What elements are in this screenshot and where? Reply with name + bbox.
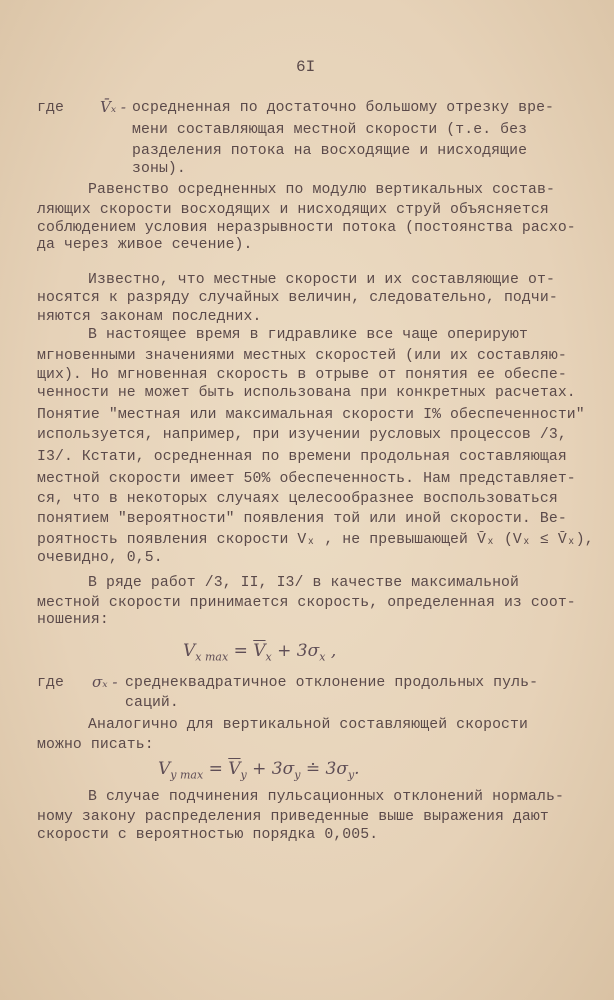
- formula-end: ,: [325, 641, 337, 661]
- formula-lhs: V: [183, 641, 196, 661]
- text-line: мгновенными значениями местных скоростей (или их составляю-: [37, 348, 567, 364]
- text-line: Равенство осредненных по модулю вертикальных состав-: [88, 182, 555, 198]
- text-line: очевидно, 0,5.: [37, 550, 163, 566]
- where-label: где: [37, 100, 64, 116]
- formula-lhs-sub: x max: [195, 650, 229, 664]
- text-line: мени составляющая местной скорости (т.е. без: [132, 122, 528, 138]
- text-line: В настоящее время в гидравлике все чаще оперируют: [88, 327, 528, 343]
- formula-sigma-sub: x: [319, 650, 326, 664]
- text-line: I3/. Кстати, осредненная по времени продольная составляющая: [37, 449, 567, 465]
- text-line: В ряде работ /3, II, I3/ в качестве максимальной: [88, 575, 520, 591]
- formula-approx: ≐ 3σ: [300, 759, 348, 779]
- text-line: няются законам последних.: [37, 309, 262, 325]
- formula-sigma-sub: y: [294, 768, 301, 782]
- formula-vx-max: [183, 640, 336, 668]
- text-line: саций.: [125, 695, 179, 711]
- formula-lhs-sub: y max: [170, 768, 204, 782]
- text-line: ся, что в некоторых случаях целесообразнее воспользоваться: [37, 491, 558, 507]
- text-line: осредненная по достаточно большому отрезку вре-: [132, 100, 555, 116]
- text-line: среднеквадратичное отклонение продольных пуль-: [125, 675, 539, 691]
- formula-sigma: + 3σ: [271, 641, 320, 661]
- text-line: носятся к разряду случайных величин, следовательно, подчи-: [37, 290, 558, 306]
- text-line: щих). Но мгновенная скорость в отрыве от понятия ее обеспе-: [37, 367, 567, 383]
- sigma-symbol: σₓ -: [92, 673, 118, 691]
- formula-lhs: V: [158, 759, 171, 779]
- formula-approx-sub: y: [347, 768, 355, 782]
- text-line: местной скорости принимается скорость, определенная из соот-: [37, 595, 576, 611]
- text-line: ляющих скорости восходящих и нисходящих струй объясняется: [37, 202, 549, 218]
- text-line: зоны).: [132, 161, 186, 177]
- text-line: В случае подчинения пульсационных отклонений нормаль-: [88, 789, 564, 805]
- text-line: можно писать:: [37, 737, 154, 753]
- mean-velocity-symbol: V̄ₓ -: [100, 98, 126, 116]
- formula-mean: $\overline{V}$: [253, 641, 266, 661]
- formula-sigma: + 3σ: [246, 759, 295, 779]
- text-line: местной скорости имеет 50% обеспеченность. Нам представляет-: [37, 471, 576, 487]
- text-line: ному закону распределения приведенные выше выражения дают: [37, 809, 549, 825]
- text-line: да через живое сечение).: [37, 237, 253, 253]
- text-line: используется, например, при изучении русловых процессов /3,: [37, 427, 567, 443]
- formula-end: .: [354, 759, 360, 779]
- where-label: где: [37, 675, 64, 691]
- text-line: Известно, что местные скорости и их составляющие от-: [88, 272, 555, 288]
- page-number: 6I: [296, 58, 316, 76]
- formula-mean-sub: y: [240, 768, 247, 782]
- text-line: понятием "вероятности" появления той или иной скорости. Ве-: [37, 511, 567, 527]
- formula-vy-max: [158, 758, 360, 786]
- text-line: разделения потока на восходящие и нисходящие: [132, 143, 528, 159]
- text-line: Понятие "местная или максимальная скорости I% обеспеченности": [37, 407, 585, 423]
- formula-mean: $\overline{V}$: [228, 759, 241, 779]
- formula-mean-sub: x: [265, 650, 272, 664]
- text-line: соблюдением условия неразрывности потока (постоянства расхо-: [37, 220, 576, 236]
- text-line: скорости с вероятностью порядка 0,005.: [37, 827, 379, 843]
- formula-eq: =: [203, 759, 229, 779]
- text-line: роятность появления скорости Vₓ , не превышающей V̄ₓ (Vₓ ≤ V̄ₓ),: [37, 532, 594, 548]
- text-line: ченности не может быть использована при конкретных расчетах.: [37, 385, 576, 401]
- text-line: Аналогично для вертикальной составляющей скорости: [88, 717, 528, 733]
- formula-eq: =: [228, 641, 254, 661]
- text-line: ношения:: [37, 612, 109, 628]
